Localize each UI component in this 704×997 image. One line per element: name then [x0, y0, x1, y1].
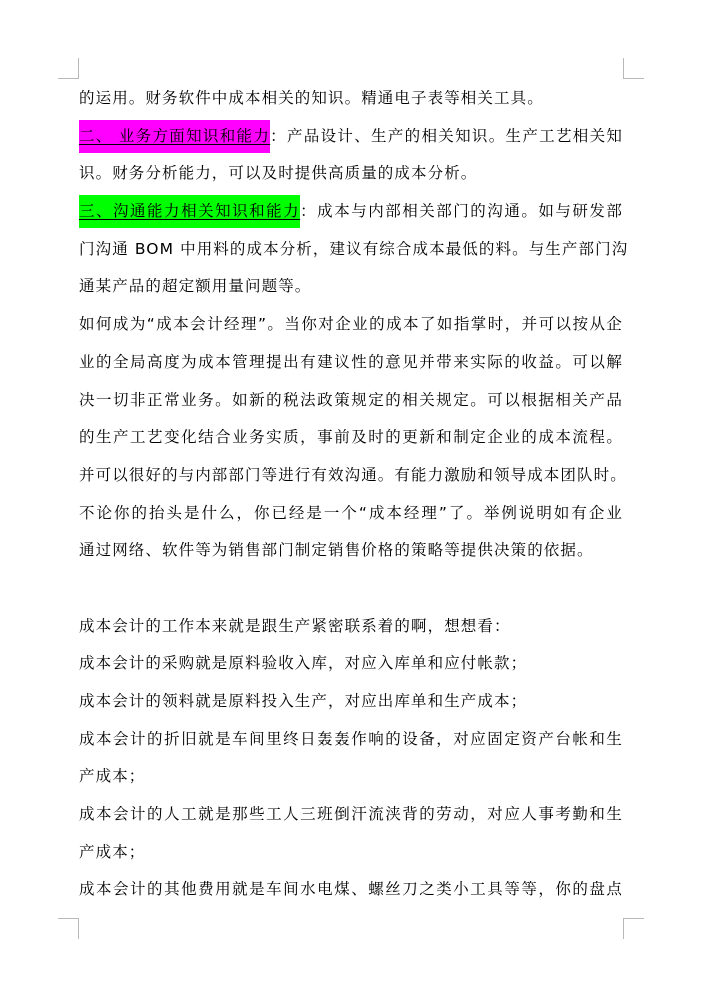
paragraph-line	[79, 268, 623, 306]
line-text: 通某产品的超定额用量问题等。	[79, 277, 312, 296]
paragraph-line	[79, 155, 623, 193]
paragraph-line	[79, 306, 623, 344]
paragraph-line	[79, 683, 623, 721]
line-text: 识。财务分析能力，可以及时提供高质量的成本分析。	[79, 164, 478, 183]
paragraph-line	[79, 457, 627, 495]
bottom-left-margin-mark	[58, 918, 79, 939]
paragraph-line	[79, 645, 623, 683]
line-text: 成本会计的其他费用就是车间水电煤、螺丝刀之类小工具等等，你的盘点	[79, 880, 623, 899]
line-text: 成本会计的折旧就是车间里终日轰轰作响的设备，对应固定资产台帐和生	[79, 729, 623, 748]
line-text: 成本会计的人工就是那些工人三班倒汗流浃背的劳动，对应人事考勤和生	[79, 805, 623, 824]
bottom-right-margin-mark	[623, 918, 644, 939]
paragraph-line	[79, 231, 629, 269]
top-right-margin-mark	[623, 58, 644, 79]
paragraph-line	[79, 495, 623, 533]
highlighted-heading-communication: 三、沟通能力相关知识和能力	[79, 195, 300, 228]
line-text: 并可以很好的与内部部门等进行有效沟通。有能力激励和领导成本团队时。	[79, 465, 627, 484]
document-body[interactable]	[79, 80, 629, 909]
heading-line-communication	[79, 193, 623, 231]
paragraph-line	[79, 532, 623, 570]
line-text: 成本会计的工作本来就是跟生产紧密联系着的啊，想想看：	[79, 616, 511, 635]
paragraph-line	[79, 758, 623, 796]
line-text: 如何成为“成本会计经理”。当你对企业的成本了如指掌时，并可以按从企	[79, 315, 623, 334]
paragraph-line	[79, 871, 623, 909]
paragraph-line	[79, 382, 623, 420]
paragraph-line	[79, 80, 623, 118]
line-text: 的生产工艺变化结合业务实质，事前及时的更新和制定企业的成本流程。	[79, 428, 623, 447]
paragraph-line	[79, 796, 623, 834]
line-text: 业的全局高度为成本管理提出有建议性的意见并带来实际的收益。可以解	[79, 352, 623, 371]
line-text: 的运用。财务软件中成本相关的知识。精通电子表等相关工具。	[79, 89, 544, 107]
top-left-margin-mark	[58, 58, 79, 79]
line-text: 不论你的抬头是什么，你已经是一个“成本经理”了。举例说明如有企业	[79, 503, 623, 522]
highlighted-heading-business: 二、 业务方面知识和能力	[79, 120, 270, 153]
line-text: 成本会计的领料就是原料投入生产，对应出库单和生产成本；	[79, 692, 528, 710]
heading-line-business-knowledge	[79, 118, 623, 156]
paragraph-line	[79, 419, 623, 457]
line-text: ：产品设计、生产的相关知识。生产工艺相关知	[270, 126, 623, 145]
line-text: 成本会计的采购就是原料验收入库，对应入库单和应付帐款；	[79, 654, 528, 673]
paragraph-line	[79, 344, 623, 382]
paragraph-line	[79, 834, 623, 872]
line-text: 门沟通 BOM 中用料的成本分析，建议有综合成本最低的料。与生产部门沟	[79, 239, 629, 258]
line-text: ：成本与内部相关部门的沟通。如与研发部	[300, 202, 623, 221]
empty-line	[79, 570, 623, 608]
paragraph-line	[79, 721, 623, 759]
line-text: 产成本；	[79, 767, 146, 786]
paragraph-line	[79, 608, 623, 646]
line-text: 决一切非正常业务。如新的税法政策规定的相关规定。可以根据相关产品	[79, 390, 623, 409]
line-text: 通过网络、软件等为销售部门制定销售价格的策略等提供决策的依据。	[79, 541, 594, 560]
line-text: 产成本；	[79, 842, 146, 861]
